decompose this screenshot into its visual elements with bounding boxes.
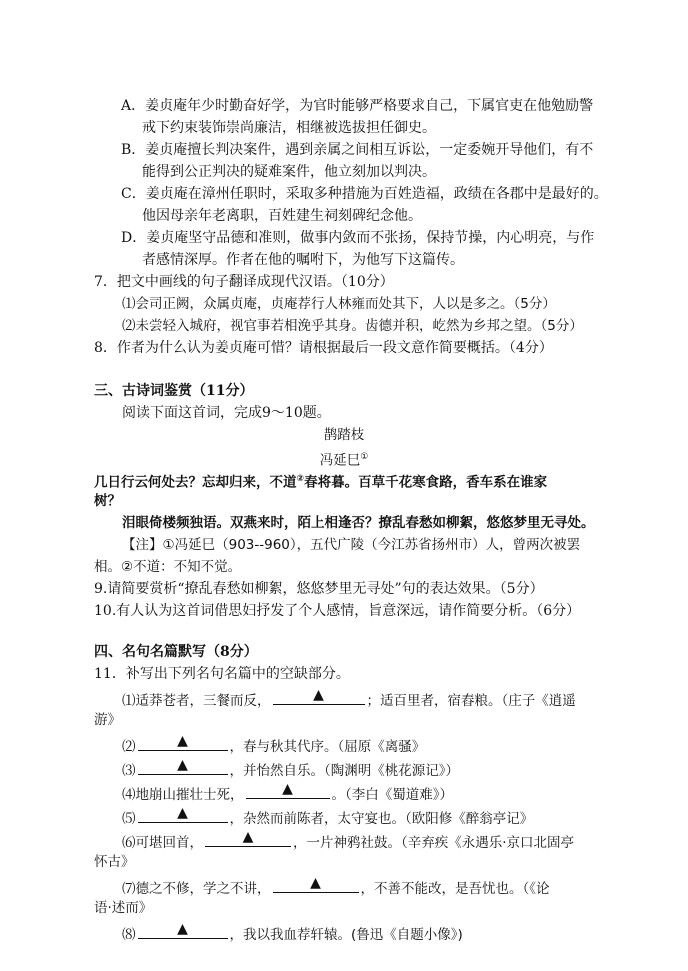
section-3-intro: 阅读下面这首词，完成9～10题。 [122, 405, 331, 421]
item-5 [122, 806, 533, 829]
section-4-heading: 四、名句名篇默写（8分） [94, 644, 258, 660]
item-4 [122, 782, 453, 805]
poem-author-line [0, 447, 688, 471]
item-5-text: ，杂然而前陈者，太守宴也。（欧阳修《醉翁亭记》 [229, 811, 534, 827]
poem-line-1 [94, 469, 547, 493]
option-a-line2: 戒下约束装饰崇尚廉洁，相继被选拔担任御史。 [142, 120, 436, 136]
poem-line-3: 泪眼倚楼频独语。双燕来时，陌上相逢否？撩乱春愁如柳絮，悠悠梦里无寻处。 [122, 515, 595, 531]
item-1-text-a: ⑴适莽苍者，三餐而反， [122, 693, 271, 709]
answer-blank-6[interactable] [205, 830, 291, 847]
poem-note-line-1: 【注】①冯延巳（903--960），五代广陵（今江苏省扬州市）人，曾两次被罢 [122, 537, 581, 553]
poem-line-1b: 春将暮。百草千花寒食路，香车系在谁家 [304, 474, 548, 491]
answer-blank-5[interactable] [138, 806, 228, 823]
item-1-text-b: ；适百里者，宿舂粮。（庄子《逍遥 [366, 693, 576, 709]
question-7-sentence-2: ⑵未尝轻入城府，视官事若相浼乎其身。齿德并积，屹然为乡邦之望。（5分） [122, 318, 583, 334]
triangle-mark-icon: ▲ [177, 757, 188, 773]
option-d-line1: D．姜贞庵坚守品德和准则，做事内敛而不张扬，保持节操，内心明亮，与作 [121, 230, 595, 246]
option-a-line1: A．姜贞庵年少时勤奋好学，为官时能够严格要求自己，下属官吏在他勉励警 [121, 98, 594, 114]
item-8-text: ，我以我血荐轩辕。(鲁迅《自题小像》) [229, 927, 463, 943]
answer-blank-1[interactable] [273, 688, 365, 705]
item-6 [122, 830, 574, 853]
answer-blank-8[interactable] [138, 922, 228, 939]
triangle-mark-icon: ▲ [282, 781, 293, 797]
item-7 [122, 876, 550, 899]
poem-author-note-mark: ① [360, 452, 369, 462]
answer-blank-2[interactable] [138, 734, 228, 751]
item-3-text: ，并怡然自乐。（陶渊明《桃花源记》） [229, 763, 459, 779]
item-1 [122, 688, 576, 711]
triangle-mark-icon: ▲ [310, 875, 321, 891]
option-b-line1: B．姜贞庵擅长判决案件，遇到亲属之间相互诉讼，一定委婉开导他们，有不 [121, 142, 594, 158]
poem-note-mark-2: ② [296, 474, 305, 484]
item-3-num: ⑶ [122, 763, 136, 779]
question-9: 9.请简要赏析“撩乱春愁如柳絮，悠悠梦里无寻处”句的表达效果。（5分） [94, 581, 544, 597]
item-7-continued: 语·述而》 [94, 900, 153, 916]
item-4-text-a: ⑷地崩山摧壮士死， [122, 787, 244, 803]
poem-line-1a: 几日行云何处去？忘却归来，不道 [94, 474, 297, 491]
answer-blank-7[interactable] [273, 876, 359, 893]
item-5-num: ⑸ [122, 811, 136, 827]
option-c-line2: 他因母亲年老离职，百姓建生祠刻碑纪念他。 [142, 208, 422, 224]
answer-blank-4[interactable] [246, 782, 330, 799]
item-7-text-a: ⑺德之不修，学之不讲， [122, 881, 271, 897]
poem-note-line-2: 相。②不道：不知不觉。 [94, 559, 242, 575]
item-3 [122, 758, 459, 781]
section-3-heading: 三、古诗词鉴赏（11分） [94, 383, 254, 399]
item-2-text: ，春与秋其代序。（屈原《离骚》 [229, 739, 426, 755]
triangle-mark-icon: ▲ [177, 733, 188, 749]
option-c-line1: C．姜贞庵在漳州任职时，采取多种措施为百姓造福，政绩在各郡中是最好的。 [121, 186, 608, 202]
question-8: 8．作者为什么认为姜贞庵可惜？请根据最后一段文意作简要概括。（4分） [94, 340, 553, 356]
item-8 [122, 922, 463, 945]
question-7: 7．把文中画线的句子翻译成现代汉语。（10分） [94, 274, 394, 290]
item-1-continued: 游》 [94, 712, 121, 728]
triangle-mark-icon: ▲ [242, 829, 254, 845]
item-2 [122, 734, 425, 757]
option-b-line2: 能得到公正判决的疑难案件，他立刻加以判决。 [142, 164, 436, 180]
option-d-line2: 者感情深厚。作者在他的嘱咐下，为他写下这篇传。 [142, 252, 464, 268]
item-6-text-a: ⑹可堪回首， [122, 835, 203, 851]
poem-author: 冯延巳 [319, 452, 361, 469]
item-6-text-b: ，一片神鸦社鼓。（辛弃疾《永遇乐·京口北固亭 [293, 835, 575, 851]
question-10: 10.有人认为这首词借思妇抒发了个人感情，旨意深远，请作简要分析。（6分） [94, 603, 581, 619]
item-8-num: ⑻ [122, 927, 136, 943]
question-7-sentence-1: ⑴会司正阙，众属贞庵，贞庵荐行人林雍而处其下，人以是多之。（5分） [122, 296, 556, 312]
triangle-mark-icon: ▲ [177, 805, 188, 821]
item-7-text-b: ，不善不能改，是吾忧也。（《论 [360, 881, 550, 897]
item-2-num: ⑵ [122, 739, 136, 755]
poem-line-2: 树？ [94, 493, 121, 509]
poem-title: 鹊踏枝 [323, 427, 365, 443]
triangle-mark-icon: ▲ [177, 921, 188, 937]
triangle-mark-icon: ▲ [313, 687, 324, 703]
question-11: 11．补写出下列名句名篇中的空缺部分。 [94, 666, 350, 682]
item-4-text-b: 。（李白《蜀道难》） [331, 787, 453, 803]
item-6-continued: 怀古》 [94, 854, 135, 870]
answer-blank-3[interactable] [138, 758, 228, 775]
